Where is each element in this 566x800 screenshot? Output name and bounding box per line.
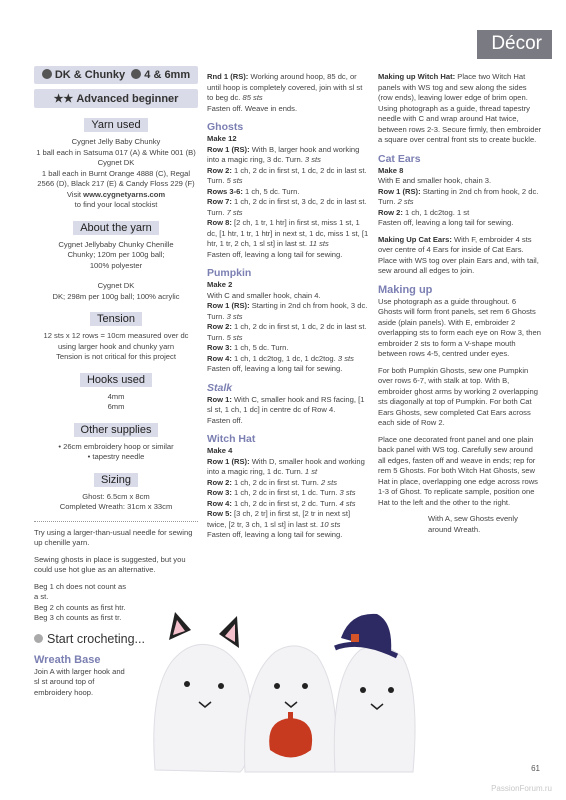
- divider: [34, 521, 198, 522]
- row-label: Row 3:: [207, 488, 232, 497]
- row-text: With E and smaller hook, chain 3.: [378, 176, 492, 185]
- instruction-text: [207, 457, 369, 478]
- section-heading: Pumpkin: [207, 267, 252, 279]
- instruction-text: [378, 187, 542, 208]
- spacer: [34, 271, 198, 281]
- row-label: Making up Witch Hat:: [378, 72, 456, 81]
- spec-weights: DK & Chunky: [54, 69, 126, 81]
- spec-weights-hook: [34, 66, 198, 84]
- row-text: [3 ch, 2 tr] in first st, [2 tr in next st] twice, [2 tr, 3 ch, 1 sl st] in last st.: [207, 509, 351, 529]
- row-text: Place one decorated front panel and one plain back panel with WS tog. Carefully sew around all edges, fasten off and weave in ends; rep for rem 5 Ghosts. For both Witch Hat Ghosts, sew Hat in place, overlapping one edge across rows 1-3 of Ghost. To replicate sample, position one Hat to the left and the other to the right.: [378, 434, 538, 507]
- row-text: 1 ch, 2 dc in first st, 1 dc. Turn.: [231, 488, 340, 497]
- row-label: Row 1:: [207, 394, 232, 404]
- yarn-used-heading: Yarn used: [84, 118, 147, 132]
- stitch-count: 11 sts: [309, 239, 329, 248]
- make-count: Make 2: [207, 280, 233, 289]
- stitch-count: 3 sts: [337, 353, 354, 363]
- watermark: PassionForum.ru: [491, 784, 552, 793]
- instruction-text: [378, 176, 542, 187]
- instruction-text: [207, 218, 369, 250]
- instruction-text: [378, 72, 542, 146]
- section-heading: Cat Ears: [378, 152, 421, 165]
- wreath-heading: Wreath Base: [34, 653, 101, 666]
- row-label: Row 1 (RS):: [378, 186, 421, 196]
- tension-line: 12 sts x 12 rows = 10cm measured over dc: [43, 331, 189, 340]
- row-text: With C, smaller hook and RS facing, [1 sl st, 1 ch, 1 dc] in centre dc of Row 4.: [207, 394, 365, 414]
- row-label: Making Up Cat Ears:: [378, 234, 452, 244]
- sizing-line: Completed Wreath: 31cm x 33cm: [59, 502, 173, 511]
- start-label: Start crocheting...: [47, 631, 145, 646]
- row-label: Row 7:: [207, 197, 232, 206]
- instruction-text: [378, 297, 542, 360]
- row-text: Fasten off.: [207, 415, 243, 425]
- row-text: For both Pumpkin Ghosts, sew one Pumpkin over rows 6-7, with stalk at top. With B, embroider ghost arms by working 2 overlapping sts diagonally at top of Pumpkin. For both Cat Ears Ghosts, sew completed Cat Ears across each side of Row 2.: [378, 365, 538, 427]
- stitch-count: 2 sts: [397, 197, 414, 206]
- row-text: Fasten off, leaving a long tail for sewing.: [207, 249, 343, 259]
- tip-text: Beg 1 ch does not count as a st. Beg 2 ch counts as first htr. Beg 3 ch counts as first tr.: [34, 581, 127, 622]
- row-text: 1 ch, 1 dc2tog. 1 st: [402, 207, 470, 217]
- level-label: Advanced beginner: [76, 93, 179, 105]
- row-text: Use photograph as a guide throughout. 6 Ghosts will form front panels, set rem 6 Ghosts aside (plain panels). With E, embroider 2 overlapping sts to form each eye on Row 3, then embroider 2 sts to form a V-shape mouth between rows 4-5, centred under eyes.: [378, 296, 541, 358]
- row-text: With F, embroider 4 sts over centre of 4 Ears for inside of Cat Ears. Place with WS tog over plain Ears and, with tail, sew around all edges to join.: [378, 234, 539, 275]
- instruction-text: [207, 343, 369, 354]
- visit-prefix: Visit: [66, 189, 84, 199]
- instruction-text: [207, 322, 369, 343]
- row-text: 1 ch, 2 dc in first st, 3 dc, 2 dc in last st. Turn.: [207, 197, 367, 217]
- tip-text: Sewing ghosts in place is suggested, but you could use hot glue as an alternative.: [34, 554, 186, 574]
- about-line: Cygnet Jellybaby Chunky Chenille: [58, 239, 174, 249]
- stockist-link[interactable]: www.cygnetyarns.com: [83, 189, 166, 199]
- stitch-count: 3 sts: [304, 155, 321, 164]
- row-text: Fasten off, leaving a long tail for sewing.: [207, 364, 343, 373]
- instruction-text: [378, 208, 542, 219]
- about-line: Cygnet DK: [97, 281, 135, 290]
- stitch-count: 7 sts: [226, 207, 243, 217]
- row-text: 1 ch, 2 dc in first st, 1 dc, 2 dc in last st. Turn.: [207, 165, 367, 185]
- row-label: Row 5:: [207, 509, 232, 518]
- section-heading: Witch Hat: [207, 433, 256, 445]
- yarn-ball-icon: [42, 69, 52, 79]
- row-label: Rows 3-6:: [207, 186, 243, 196]
- instruction-text: [207, 291, 369, 302]
- hooks-heading: Hooks used: [80, 373, 152, 387]
- pattern-column-right: [378, 72, 542, 535]
- row-text: Fasten off. Weave in ends.: [207, 103, 298, 113]
- row-text: Working around hoop, 85 dc, or until hoop is completely covered, join with sl st to beg dc.: [207, 72, 363, 102]
- supply-line: • tapestry needle: [87, 452, 145, 461]
- row-text: 1 ch, 5 dc. Turn.: [231, 343, 289, 352]
- about-line: Chunky; 120m per 100g ball;: [67, 250, 165, 259]
- row-text: 1 ch, 2 dc in first st. Turn.: [231, 477, 321, 487]
- stitch-count: 2 sts: [320, 477, 338, 487]
- make-count: Make 8: [378, 165, 404, 175]
- hook-icon: [131, 69, 141, 79]
- row-label: Row 2:: [207, 477, 232, 487]
- stitch-count: 10 sts: [320, 519, 341, 529]
- sizing-text: [34, 492, 198, 513]
- stitch-count: 85 sts: [242, 93, 263, 102]
- section-heading: Ghosts: [207, 121, 244, 133]
- hooks-text: [34, 392, 198, 413]
- instruction-text: [207, 250, 369, 261]
- instruction-text: [207, 301, 369, 322]
- other-supplies-text: [34, 442, 198, 463]
- instruction-text: [207, 354, 369, 365]
- wreath-text: Join A with larger hook and sl st around top of embroidery hoop.: [34, 666, 125, 697]
- yarn-used-text: [34, 137, 198, 211]
- instruction-text: [207, 72, 369, 104]
- row-label: Row 3:: [207, 343, 232, 352]
- about-yarn-heading: About the yarn: [73, 221, 159, 235]
- row-label: Row 4:: [207, 353, 232, 363]
- row-text: Starting in 2nd ch from hook, 3 dc. Turn.: [207, 301, 368, 321]
- section-heading: Making up: [378, 283, 433, 296]
- hook-line: 4mm: [107, 391, 125, 401]
- other-supplies-heading: Other supplies: [74, 423, 159, 437]
- instruction-text: [207, 499, 369, 510]
- yarn-line: 2566 (D), Black 217 (E) & Candy Floss 229 (F): [37, 179, 195, 188]
- section-tag: Décor: [477, 30, 552, 59]
- row-text: With D, smaller hook and working into a magic ring, 1 dc. Turn.: [207, 456, 365, 476]
- row-label: Row 1 (RS):: [207, 301, 250, 310]
- instruction-text: [378, 218, 542, 229]
- row-text: 1 ch, 2 dc in first st, 1 dc, 2 dc in last st. Turn.: [207, 322, 367, 342]
- instruction-text: [207, 197, 369, 218]
- about-line: 100% polyester: [89, 260, 143, 270]
- supply-line: • 26cm embroidery hoop or similar: [58, 441, 174, 451]
- instruction-text: [207, 145, 369, 166]
- row-text: With A, sew Ghosts evenly around Wreath.: [428, 514, 518, 534]
- instruction-text: [378, 235, 542, 277]
- row-text: Fasten off, leaving a long tail for sewing.: [378, 218, 514, 227]
- yarn-line: 1 ball each in Burnt Orange 4888 (C), Regal: [41, 168, 191, 178]
- instruction-text: [207, 166, 369, 187]
- row-label: Rnd 1 (RS):: [207, 72, 249, 81]
- instruction-text: [378, 514, 542, 535]
- row-label: Row 1 (RS):: [207, 144, 250, 154]
- section-heading: Stalk: [207, 381, 233, 394]
- row-label: Row 4:: [207, 498, 232, 508]
- tension-text: [34, 331, 198, 363]
- about-line: DK; 298m per 100g ball; 100% acrylic: [52, 291, 180, 301]
- row-label: Row 2:: [378, 207, 403, 217]
- instruction-text: [207, 416, 369, 427]
- instruction-text: [207, 364, 369, 375]
- stitch-count: 5 sts: [226, 176, 243, 185]
- instruction-text: [378, 435, 542, 509]
- instruction-text: [207, 104, 369, 115]
- yarn-line: 1 ball each in Satsuma 017 (A) & White 001 (B): [36, 147, 196, 157]
- row-text: With C and smaller hook, chain 4.: [207, 290, 321, 300]
- sizing-heading: Sizing: [94, 473, 138, 487]
- row-label: Row 2:: [207, 165, 232, 175]
- tension-heading: Tension: [90, 312, 142, 326]
- stitch-count: 1 st: [304, 467, 318, 476]
- hook-line: 6mm: [107, 402, 125, 411]
- row-text: Starting in 2nd ch from hook, 2 dc. Turn.: [378, 186, 539, 206]
- stars-icon: ★★: [53, 93, 74, 105]
- row-text: [2 ch, 1 tr, 1 htr] in first st, miss 1 st, 1 dc, [1 htr, 1 tr, 1 htr] in next st, 1 dc, miss 1 st, [1 htr, 1 tr, 2 ch, 1 sl st] in last st.: [207, 218, 369, 248]
- stitch-count: 3 sts: [226, 311, 243, 321]
- spec-hook: 4 & 6mm: [144, 69, 191, 81]
- spec-level: [34, 89, 198, 108]
- pattern-column-middle: [207, 72, 369, 541]
- row-text: Place two Witch Hat panels with WS tog and sew along the sides (row ends), leaving lower edge of brim open. Using photograph as a guide, thread tapestry needle with C and wrap around Hat twice, between rows 2-3. Secure firmly, then embroider a square over central front sts to create buckle.: [378, 72, 542, 144]
- cat-ghost: [154, 612, 251, 772]
- tension-line: Tension is not critical for this project: [56, 352, 176, 361]
- row-text: With B, larger hook and working into a magic ring, 3 dc. Turn.: [207, 144, 360, 164]
- stitch-count: 3 sts: [339, 488, 356, 497]
- instruction-text: [207, 488, 369, 499]
- ghosts-photo: [145, 600, 420, 775]
- instruction-text: [207, 187, 369, 198]
- about-yarn-text: [34, 240, 198, 303]
- yarn-line: Cygnet DK: [97, 158, 135, 167]
- bullet-icon: [34, 634, 43, 643]
- visit-line: [34, 190, 198, 201]
- tension-line: using larger hook and chunky yarn: [57, 341, 175, 351]
- stitch-count: 5 sts: [226, 332, 243, 342]
- instruction-text: [207, 509, 369, 530]
- page-number: 61: [531, 764, 540, 773]
- instruction-text: [207, 478, 369, 489]
- row-text: 1 ch, 2 dc in first st, 2 dc. Turn.: [231, 498, 340, 508]
- instruction-text: [207, 530, 369, 541]
- row-label: Row 8:: [207, 218, 232, 227]
- make-count: Make 12: [207, 134, 237, 143]
- witch-ghost: [334, 614, 415, 772]
- row-label: Row 2:: [207, 322, 232, 331]
- yarn-line: Cygnet Jelly Baby Chunky: [71, 137, 161, 146]
- row-label: Row 1 (RS):: [207, 456, 250, 466]
- row-text: 1 ch, 5 dc. Turn.: [242, 186, 300, 196]
- instruction-text: [378, 366, 542, 429]
- row-text: 1 ch, 1 dc2tog, 1 dc, 1 dc2tog.: [231, 353, 338, 363]
- instruction-text: [207, 395, 369, 416]
- stitch-count: 4 sts: [339, 498, 356, 508]
- make-count: Make 4: [207, 446, 233, 455]
- tip-text: Try using a larger-than-usual needle for sewing up chenille yarn.: [34, 527, 193, 547]
- sizing-line: Ghost: 6.5cm x 8cm: [82, 491, 150, 501]
- pumpkin-ghost: [245, 646, 337, 772]
- row-text: Fasten off, leaving a long tail for sewing.: [207, 530, 343, 539]
- visit-suffix: to find your local stockist: [74, 200, 158, 209]
